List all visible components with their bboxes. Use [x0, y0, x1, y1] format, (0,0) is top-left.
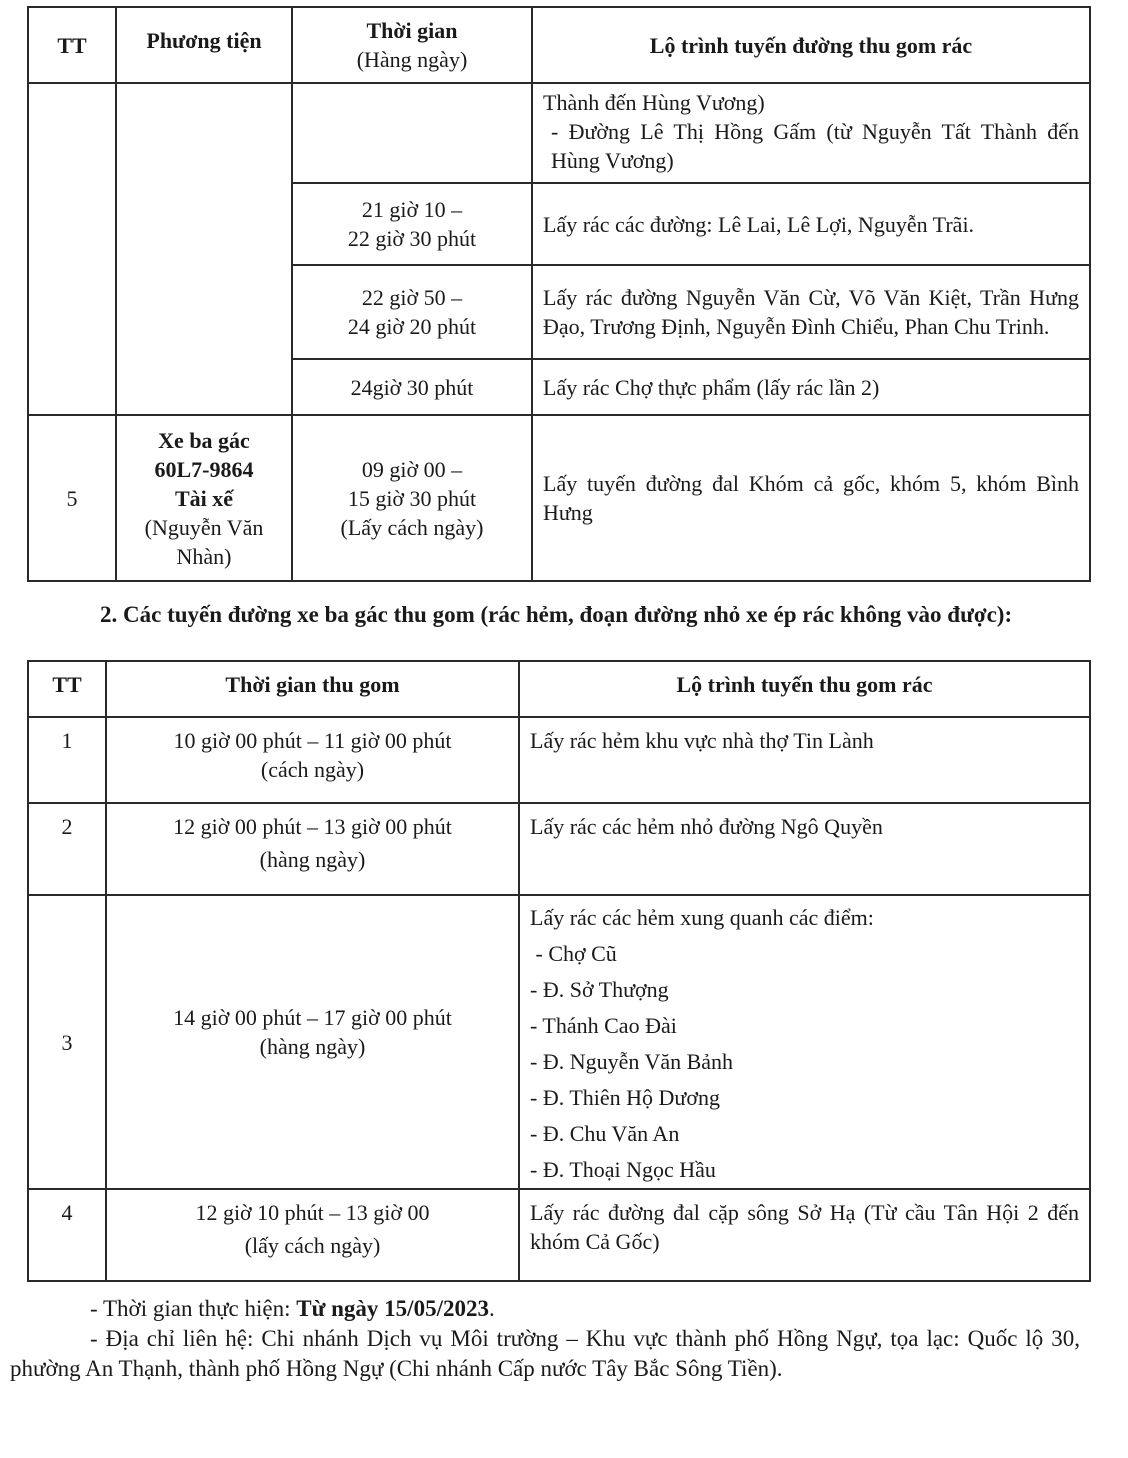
vehicle-plate: 60L7-9864 [154, 456, 254, 482]
effective-date: Từ ngày 15/05/2023 [296, 1296, 489, 1321]
contact-address-note: - Địa chỉ liên hệ: Chi nhánh Dịch vụ Môi trường – Khu vực thành phố Hồng Ngự, tọa lạc: Quốc lộ 30, phường An Thạnh, thành phố Hồng Ngự (Chi nhánh Cấp nước Tây Bắc Sông Tiền). [10, 1326, 1080, 1381]
list-item: - Chợ Cũ [530, 941, 617, 966]
vehicle-cell-empty [116, 83, 292, 415]
tt-cell: 4 [28, 1189, 106, 1281]
route-title: Lấy rác các hẻm xung quanh các điểm: [530, 905, 874, 930]
route-cell: Lấy tuyến đường đal Khóm cả gốc, khóm 5, khóm Bình Hưng [532, 415, 1090, 581]
implementation-date-note [90, 1294, 1080, 1324]
vehicle-line: Xe ba gác [158, 427, 250, 453]
route-cell: Lấy rác Chợ thực phẩm (lấy rác lần 2) [532, 359, 1090, 415]
list-item: - Đ. Thoại Ngọc Hầu [530, 1157, 716, 1182]
vehicle-cell [116, 415, 292, 581]
list-item: - Đ. Chu Văn An [530, 1121, 680, 1146]
time-cell [106, 1189, 519, 1281]
time-line: (Lấy cách ngày) [340, 514, 484, 540]
time-line: (lấy cách ngày) [244, 1233, 381, 1258]
tt-cell: 5 [28, 415, 116, 581]
table-row [28, 83, 1090, 183]
route-cell [532, 83, 1090, 183]
table-header-row [28, 7, 1090, 83]
time-line: 10 giờ 00 phút – 11 giờ 00 phút [173, 728, 452, 753]
time-line: 09 giờ 00 – [361, 456, 463, 482]
note-label: - Thời gian thực hiện: [90, 1296, 297, 1321]
list-item: - Đ. Sở Thượng [530, 977, 669, 1002]
header-thoi-gian-label: Thời gian [366, 18, 458, 43]
header-tt: TT [28, 661, 106, 717]
header-thoi-gian [292, 7, 532, 83]
time-cell: 24giờ 30 phút [292, 359, 532, 415]
time-line: (hàng ngày) [259, 847, 366, 872]
footer-notes [10, 1294, 1080, 1384]
route-line: - Đường Lê Thị Hồng Gấm (từ Nguyễn Tất Thành đến Hùng Vương) [551, 119, 1079, 173]
header-thoi-gian-sub: (Hàng ngày) [356, 47, 468, 72]
list-item: - Đ. Thiên Hộ Dương [530, 1085, 720, 1110]
time-cell [106, 803, 519, 895]
table-row [28, 717, 1090, 803]
header-phuong-tien: Phương tiện [116, 7, 292, 83]
route-cell: Lấy rác các đường: Lê Lai, Lê Lợi, Nguyễn Trãi. [532, 183, 1090, 265]
header-thoi-gian: Thời gian thu gom [106, 661, 519, 717]
time-cell [292, 265, 532, 359]
table-row [28, 803, 1090, 895]
header-tt: TT [28, 7, 116, 83]
time-cell [106, 895, 519, 1189]
driver-name: Nhàn) [176, 543, 232, 569]
time-line: 21 giờ 10 – [361, 197, 463, 222]
route-cell: Lấy rác hẻm khu vực nhà thợ Tin Lành [519, 717, 1090, 803]
route-cell: Lấy rác đường đal cặp sông Sở Hạ (Từ cầu Tân Hội 2 đến khóm Cả Gốc) [519, 1189, 1090, 1281]
table-row [28, 895, 1090, 1189]
tricycle-route-table [27, 660, 1091, 1282]
list-item: - Thánh Cao Đài [530, 1013, 677, 1038]
route-cell: Lấy rác đường Nguyễn Văn Cừ, Võ Văn Kiệt, Trần Hưng Đạo, Trương Định, Nguyễn Đình Chiểu, Phan Chu Trinh. [532, 265, 1090, 359]
time-line: (hàng ngày) [259, 1034, 366, 1059]
vehicle-line: Tài xế [174, 485, 234, 511]
header-lo-trinh: Lộ trình tuyến đường thu gom rác [532, 7, 1090, 83]
time-line: 15 giờ 30 phút [347, 485, 477, 511]
table-row [28, 1189, 1090, 1281]
time-line: 12 giờ 00 phút – 13 giờ 00 phút [173, 814, 452, 839]
time-line: 22 giờ 50 – [361, 285, 463, 310]
table-header-row [28, 661, 1090, 717]
driver-name: (Nguyễn Văn [144, 514, 264, 540]
time-line: 24 giờ 20 phút [347, 314, 477, 339]
route-line: Thành đến Hùng Vương) [543, 90, 765, 115]
route-cell [519, 895, 1090, 1189]
tt-cell: 3 [28, 895, 106, 1189]
time-cell [106, 717, 519, 803]
time-line: 12 giờ 10 phút – 13 giờ 00 [195, 1200, 430, 1225]
time-line: 22 giờ 30 phút [347, 226, 477, 251]
tt-cell-empty [28, 83, 116, 415]
list-item: - Đ. Nguyễn Văn Bảnh [530, 1049, 734, 1074]
note-punct: . [488, 1296, 495, 1321]
time-cell [292, 415, 532, 581]
time-cell [292, 183, 532, 265]
route-cell: Lấy rác các hẻm nhỏ đường Ngô Quyền [519, 803, 1090, 895]
time-line: 14 giờ 00 phút – 17 giờ 00 phút [173, 1005, 452, 1030]
header-lo-trinh: Lộ trình tuyến thu gom rác [519, 661, 1090, 717]
vehicle-schedule-table [27, 6, 1091, 582]
time-cell [292, 83, 532, 183]
table-row [28, 415, 1090, 581]
tt-cell: 2 [28, 803, 106, 895]
time-line: (cách ngày) [260, 757, 365, 782]
section-2-heading: 2. Các tuyến đường xe ba gác thu gom (rác hẻm, đoạn đường nhỏ xe ép rác không vào được): [100, 602, 1013, 627]
tt-cell: 1 [28, 717, 106, 803]
